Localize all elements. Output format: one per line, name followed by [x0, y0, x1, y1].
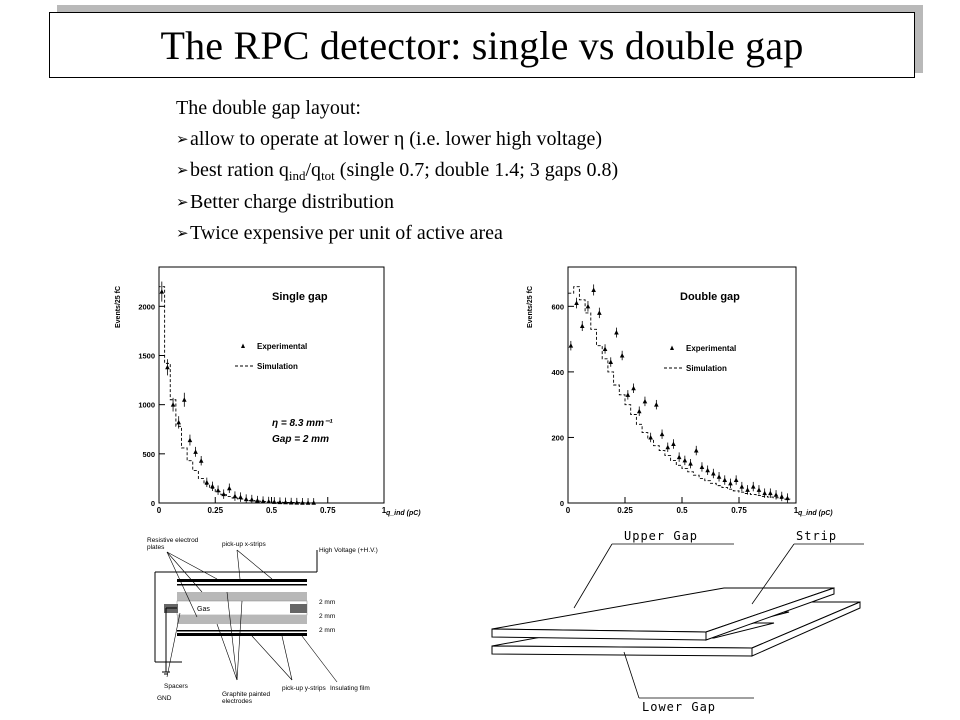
experimental-point [227, 484, 232, 493]
label-resistive: Resistive electrod plates [147, 537, 199, 551]
experimental-point [620, 351, 625, 360]
x-axis-label: q_ind (pC) [798, 510, 833, 517]
experimental-point [221, 489, 226, 498]
pickup-y-strip [177, 633, 307, 636]
y-tick-label: 200 [551, 433, 564, 443]
bullet-3: ➢Better charge distribution [176, 187, 618, 219]
x-tick-label: 0.25 [617, 506, 633, 515]
arrow-bullet-icon: ➢ [176, 226, 189, 242]
experimental-point [311, 498, 316, 505]
chart-legend [664, 344, 736, 373]
experimental-point [283, 498, 288, 505]
spacer-right [290, 604, 307, 613]
experimental-point [278, 497, 283, 504]
x-tick-label: 1 [381, 506, 387, 515]
y-tick-label: 1500 [138, 351, 155, 361]
label-hv: High Voltage (+H.V.) [319, 547, 378, 554]
legend-experimental-marker [241, 344, 245, 349]
simulation-histogram [159, 287, 317, 503]
y-axis-label: Events/25 fC [115, 285, 122, 329]
experimental-point [711, 469, 716, 478]
experimental-point [591, 284, 596, 295]
experimental-point [626, 390, 631, 399]
label-2mm-1: 2 mm [319, 599, 336, 606]
resistive-plate-top [177, 592, 307, 601]
bullet-4: ➢Twice expensive per unit of active area [176, 218, 618, 250]
experimental-point [614, 328, 619, 338]
experimental-point [244, 494, 249, 503]
experimental-point [233, 491, 238, 500]
intro-text: The double gap layout: [176, 97, 361, 119]
double-gap-3d [484, 528, 869, 716]
slide-title: The RPC detector: single vs double gap [160, 22, 804, 68]
x-tick-label: 0.25 [207, 506, 224, 515]
experimental-point [165, 359, 170, 375]
double-gap-chart [524, 262, 833, 530]
experimental-point [768, 488, 773, 497]
experimental-point [574, 298, 579, 309]
y-axis-label: Events/25 fC [527, 285, 534, 329]
experimental-point [683, 456, 688, 465]
y-tick-label: 1000 [138, 400, 155, 410]
label-gnd: GND [157, 695, 172, 702]
label-pickup-x: pick-up x-strips [222, 541, 266, 548]
experimental-point [160, 282, 165, 302]
label-upper-gap: Upper Gap [624, 529, 699, 543]
pickup-x-strip [177, 579, 307, 582]
x-tick-label: 0.75 [319, 506, 336, 515]
arrow-bullet-icon: ➢ [176, 163, 189, 179]
legend-simulation: Simulation [257, 362, 298, 371]
single-gap-chart [112, 262, 421, 530]
experimental-point [250, 495, 255, 503]
label-spacers: Spacers [164, 683, 188, 690]
chart-annotation: Gap = 2 mm [272, 434, 329, 445]
legend-simulation: Simulation [686, 364, 727, 373]
legend-experimental: Experimental [257, 342, 308, 351]
bullet-1: ➢allow to operate at lower η (i.e. lower high voltage) [176, 124, 618, 156]
chart-title: Single gap [272, 291, 328, 303]
legend-experimental: Experimental [686, 344, 737, 353]
intro-line [176, 93, 618, 124]
title-box [49, 12, 915, 78]
experimental-point [210, 482, 215, 491]
experimental-point [216, 485, 221, 494]
experimental-point [300, 498, 305, 505]
y-tick-label: 2000 [138, 302, 155, 312]
experimental-point [671, 439, 676, 448]
experimental-point [694, 446, 699, 455]
chart-annotation: η = 8.3 mm⁻¹ [272, 418, 333, 429]
experimental-point [295, 498, 300, 505]
experimental-point [643, 397, 648, 406]
experimental-point [205, 478, 210, 487]
experimental-point [660, 429, 665, 438]
experimental-point [785, 493, 790, 502]
experimental-point [580, 321, 585, 331]
experimental-point [677, 452, 682, 461]
experimental-point [597, 308, 602, 318]
experimental-point [255, 496, 260, 503]
experimental-point [188, 435, 193, 446]
experimental-point [665, 443, 670, 452]
bullet-list [176, 93, 618, 250]
experimental-point [608, 357, 613, 366]
bullet-2: ➢best ration $q_{ind}/q_{tot}$ (single 0.7; double 1.4; 3 gaps 0.8) [176, 155, 618, 187]
legend-experimental-marker [670, 346, 674, 351]
experimental-point [603, 344, 608, 353]
experimental-point [705, 466, 710, 475]
arrow-bullet-icon: ➢ [176, 131, 189, 148]
y-tick-label: 500 [142, 449, 155, 459]
x-tick-label: 0 [565, 506, 571, 515]
experimental-point [182, 393, 187, 407]
experimental-point [193, 447, 198, 457]
experimental-point [238, 492, 243, 501]
experimental-point [199, 456, 204, 465]
y-tick-label: 0 [559, 499, 564, 508]
experimental-point [631, 384, 636, 393]
label-graphite: Graphite painted electrodes [222, 691, 271, 705]
experimental-point [751, 482, 756, 491]
experimental-point [266, 497, 271, 504]
experimental-point [654, 400, 659, 409]
experimental-point [586, 301, 591, 312]
experimental-point [306, 498, 311, 505]
experimental-point [700, 462, 705, 471]
label-gas: Gas [197, 606, 210, 613]
experimental-point [722, 475, 727, 484]
experimental-point [648, 433, 653, 442]
x-tick-label: 0.5 [676, 506, 688, 515]
experimental-point [734, 475, 739, 484]
label-lower-gap: Lower Gap [642, 700, 717, 714]
experimental-point [717, 472, 722, 481]
label-pickup-y: pick-up y-strips [282, 685, 326, 692]
simulation-histogram [568, 287, 790, 503]
experimental-point [688, 459, 693, 468]
experimental-point [272, 497, 277, 504]
chart-title: Double gap [680, 291, 740, 303]
experimental-point [569, 341, 574, 350]
y-tick-label: 400 [551, 367, 564, 377]
x-tick-label: 0.5 [265, 506, 278, 515]
x-tick-label: 1 [793, 506, 799, 515]
y-tick-label: 600 [551, 302, 564, 312]
label-insulating: Insulating film [330, 685, 370, 692]
experimental-point [637, 407, 642, 416]
x-tick-label: 0 [156, 506, 162, 515]
experimental-point [261, 496, 266, 503]
experimental-point [779, 492, 784, 501]
experimental-point [728, 479, 733, 488]
label-2mm-2: 2 mm [319, 613, 336, 620]
label-2mm-3: 2 mm [319, 627, 336, 634]
experimental-point [757, 485, 762, 494]
chart-legend [235, 342, 307, 371]
y-tick-label: 0 [150, 499, 155, 508]
rpc-schematic [142, 532, 402, 712]
arrow-bullet-icon: ➢ [176, 194, 189, 211]
label-strip: Strip [796, 529, 838, 543]
experimental-point [740, 482, 745, 491]
x-axis-label: q_ind (pC) [386, 510, 421, 517]
experimental-point [289, 498, 294, 505]
x-tick-label: 0.75 [731, 506, 747, 515]
